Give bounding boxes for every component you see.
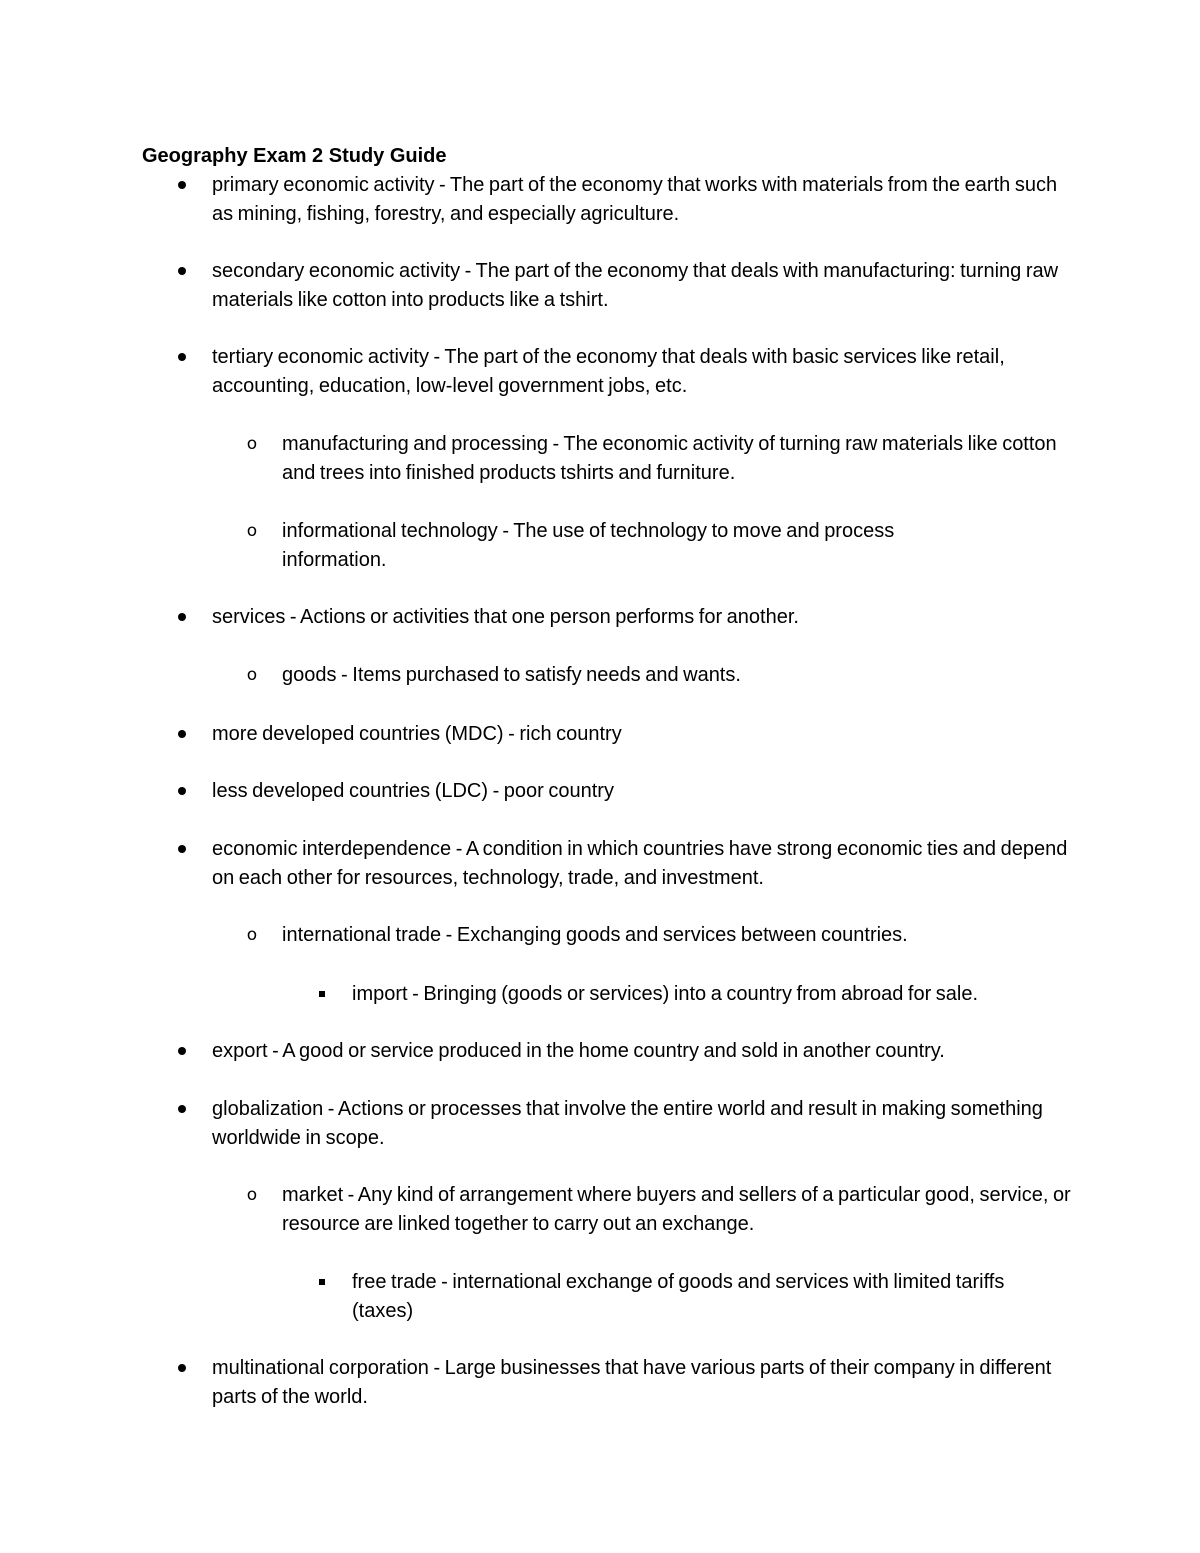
list-item-text: import - Bringing (goods or services) into a country from abroad for sale. xyxy=(352,983,979,1005)
list-item xyxy=(246,430,1072,488)
list-item-text: informational technology - The use of technology to move and process information. xyxy=(282,520,895,571)
list-item xyxy=(212,343,1072,401)
list-item-text: international trade - Exchanging goods and services between countries. xyxy=(282,924,908,946)
document-title: Geography Exam 2 Study Guide xyxy=(142,145,447,167)
disc-bullet-icon xyxy=(172,257,192,286)
square-bullet-icon xyxy=(312,1268,332,1297)
list-item xyxy=(352,980,1072,1009)
list-item xyxy=(212,1354,1072,1412)
circle-bullet-icon: o xyxy=(246,925,258,945)
list-item-text: secondary economic activity - The part of the economy that deals with manufacturing: turning raw materials like cotton into products like a tshirt. xyxy=(212,260,1059,311)
disc-bullet-icon xyxy=(172,1095,192,1124)
list-item-text: market - Any kind of arrangement where buyers and sellers of a particular good, service, or resource are linked together to carry out an exchange. xyxy=(282,1184,1071,1235)
list-item-text: economic interdependence - A condition in which countries have strong economic ties and depend on each other for resources, technology, trade, and investment. xyxy=(212,838,1068,889)
disc-bullet-icon xyxy=(172,1037,192,1066)
list-item-text: multinational corporation - Large businesses that have various parts of their company in different parts of the world. xyxy=(212,1357,1052,1408)
disc-bullet-icon xyxy=(172,835,192,864)
list-item-text: more developed countries (MDC) - rich country xyxy=(212,723,622,745)
list-item xyxy=(212,835,1072,893)
list-item xyxy=(352,1268,1042,1326)
list-item xyxy=(212,257,1072,315)
list-item-text: free trade - international exchange of goods and services with limited tariffs (taxes) xyxy=(352,1271,1005,1322)
list-item-text: less developed countries (LDC) - poor country xyxy=(212,780,614,802)
list-item-text: globalization - Actions or processes that involve the entire world and result in making something worldwide in scope. xyxy=(212,1098,1043,1149)
disc-bullet-icon xyxy=(172,343,192,372)
list-item xyxy=(212,603,1072,632)
list-item xyxy=(212,777,1072,806)
list-item xyxy=(212,171,1072,229)
disc-bullet-icon xyxy=(172,720,192,749)
list-item-text: export - A good or service produced in the home country and sold in another country. xyxy=(212,1040,945,1062)
list-item-text: primary economic activity - The part of the economy that works with materials from the earth such as mining, fishing, forestry, and especially agriculture. xyxy=(212,174,1058,225)
disc-bullet-icon xyxy=(172,171,192,200)
disc-bullet-icon xyxy=(172,777,192,806)
list-item-text: services - Actions or activities that one person performs for another. xyxy=(212,606,799,628)
list-item xyxy=(246,517,982,575)
disc-bullet-icon xyxy=(172,1354,192,1383)
circle-bullet-icon: o xyxy=(246,665,258,685)
list-item xyxy=(246,1181,1072,1239)
list-item xyxy=(212,1037,1072,1066)
list-item-text: tertiary economic activity - The part of the economy that deals with basic services like retail, accounting, education, low-level government jobs, etc. xyxy=(212,346,1005,397)
list-item-text: manufacturing and processing - The economic activity of turning raw materials like cotton and trees into finished products tshirts and furniture. xyxy=(282,433,1057,484)
disc-bullet-icon xyxy=(172,603,192,632)
list-item xyxy=(212,1095,1072,1153)
square-bullet-icon xyxy=(312,980,332,1009)
circle-bullet-icon: o xyxy=(246,434,258,454)
list-item xyxy=(212,720,1072,749)
list-item-text: goods - Items purchased to satisfy needs and wants. xyxy=(282,664,741,686)
list-item xyxy=(246,921,1072,950)
list-item xyxy=(246,661,1072,690)
circle-bullet-icon: o xyxy=(246,1185,258,1205)
circle-bullet-icon: o xyxy=(246,521,258,541)
